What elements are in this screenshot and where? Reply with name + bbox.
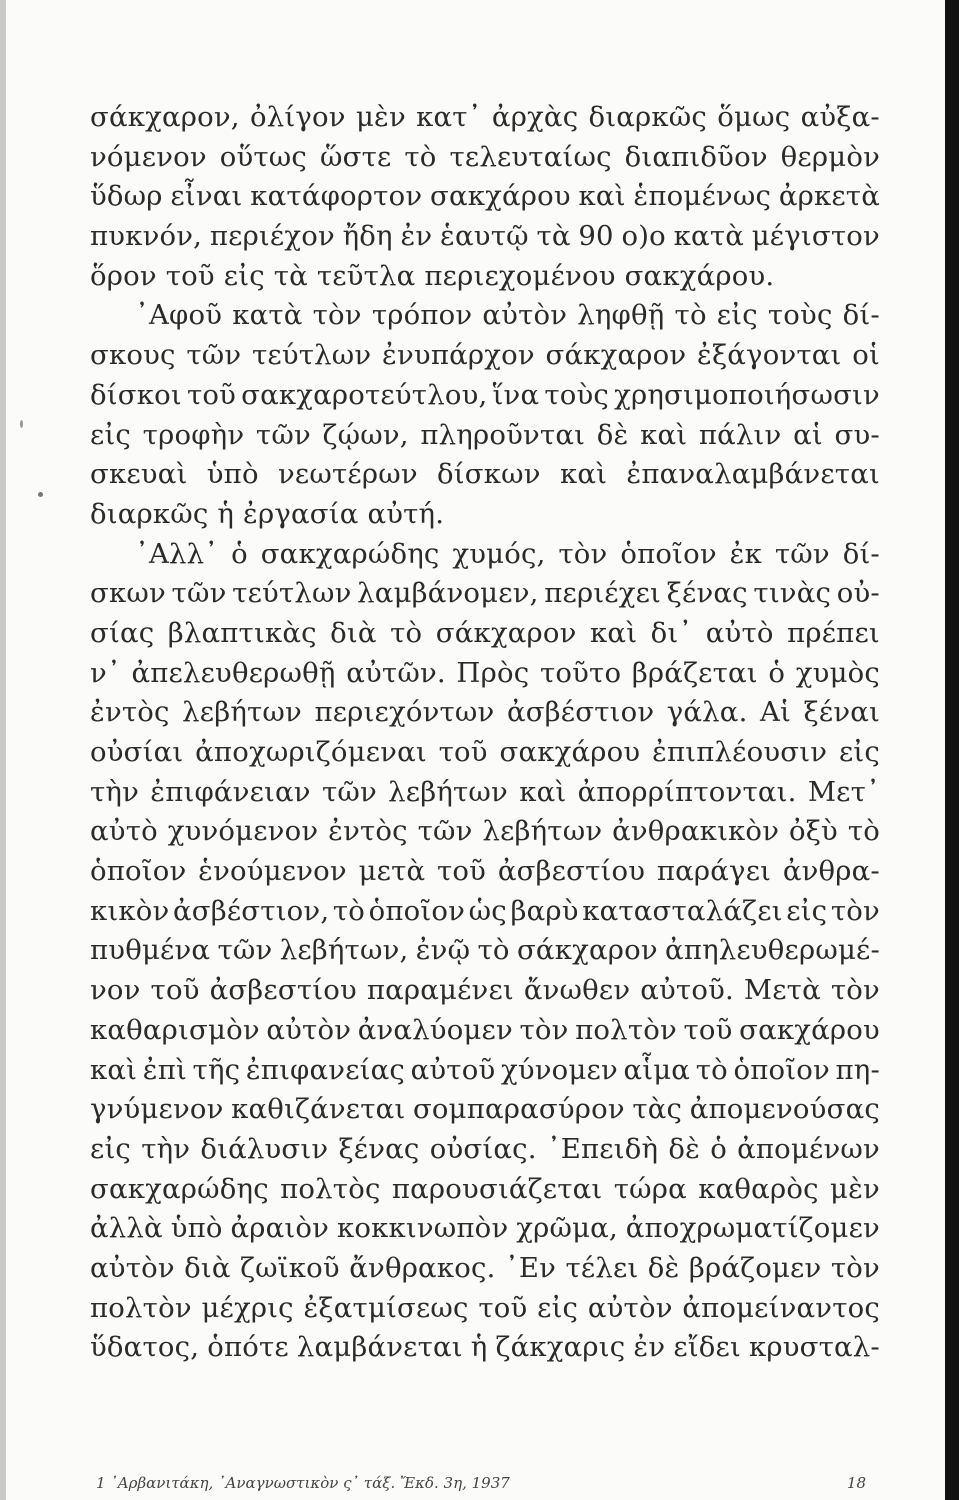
text-line: οὐσίαι ἀποχωριζόμεναι τοῦ σακχάρου ἐπιπλέουσιν εἰς: [90, 736, 880, 768]
text-line: σάκχαρον, ὀλίγον μὲν κατ᾽ ἀρχὰς διαρκῶς ὅμως αὐξα-: [90, 101, 880, 133]
page-number: 18: [846, 1474, 866, 1492]
text-line: δίσκοι τοῦ σακχαροτεύτλου, ἵνα τοὺς χρησιμοποιήσωσιν: [90, 378, 880, 411]
text-line: νόμενον οὕτως ὥστε τὸ τελευταίως διαπιδῦον θερμὸν: [90, 140, 880, 173]
text-line: ᾿Αλλ᾽ ὁ σακχαρώδης χυμός, τὸν ὁποῖον ἐκ τῶν δί-: [135, 537, 880, 570]
text-line: διαρκῶς ἡ ἐργασία αὐτή.: [90, 497, 445, 530]
body-text: [90, 98, 880, 1368]
page-edge-right: [945, 0, 959, 1500]
text-line: γνύμενον καθιζάνεται σομπαρασύρον τὰς ἀπομενούσας: [90, 1093, 880, 1126]
paper-speck: [20, 420, 23, 428]
text-line: αὐτὸ χυνόμενον ἐντὸς τῶν λεβήτων ἀνθρακικὸν ὀξὺ τὸ: [90, 815, 880, 848]
text-line: τὴν ἐπιφάνειαν τῶν λεβήτων καὶ ἀπορρίπτονται. Μετ᾽: [90, 775, 880, 808]
text-line: εἰς τὴν διάλυσιν ξένας οὐσίας. ᾿Επειδὴ δὲ ὁ ἀπομένων: [90, 1132, 880, 1165]
text-line: ὕδατος, ὁπότε λαμβάνεται ἡ ζάκχαρις ἐν εἴδει κρυσταλ-: [90, 1331, 880, 1364]
text-line: σίας βλαπτικὰς διὰ τὸ σάκχαρον καὶ δι᾽ αὐτὸ πρέπει: [90, 616, 880, 649]
text-line: εἰς τροφὴν τῶν ζῴων, πληροῦνται δὲ καὶ πάλιν αἱ συ-: [90, 418, 880, 451]
text-line: σκων τῶν τεύτλων λαμβάνομεν, περιέχει ξένας τινὰς οὐ-: [90, 577, 880, 610]
page-footer: [96, 1474, 866, 1492]
text-line: πυθμένα τῶν λεβήτων, ἐνῷ τὸ σάκχαρον ἀπηλευθερωμέ-: [90, 934, 880, 967]
text-line: σκους τῶν τεύτλων ἐνυπάρχον σάκχαρον ἐξάγονται οἱ: [90, 339, 880, 372]
text-line: πολτὸν μέχρις ἐξατμίσεως τοῦ εἰς αὐτὸν ἀπομείναντος: [90, 1291, 880, 1324]
text-line: πυκνόν, περιέχον ἤδη ἐν ἑαυτῷ τὰ 90 ο)ο κατὰ μέγιστον: [90, 220, 880, 253]
text-line: ἀλλὰ ὑπὸ ἀραιὸν κοκκινωπὸν χρῶμα, ἀποχρωματίζομεν: [90, 1212, 880, 1245]
text-line: σκευαὶ ὑπὸ νεωτέρων δίσκων καὶ ἐπαναλαμβάνεται: [90, 458, 880, 491]
text-line: σακχαρώδης πολτὸς παρουσιάζεται τώρα καθαρὸς μὲν: [90, 1172, 880, 1205]
text-line: ἐντὸς λεβήτων περιεχόντων ἀσβέστιον γάλα. Αἱ ξέναι: [90, 696, 880, 729]
text-line: νον τοῦ ἀσβεστίου παραμένει ἄνωθεν αὐτοῦ. Μετὰ τὸν: [90, 974, 880, 1007]
text-line: ᾿Αφοῦ κατὰ τὸν τρόπον αὐτὸν ληφθῇ τὸ εἰς τοὺς δί-: [135, 299, 880, 332]
text-line: καθαρισμὸν αὐτὸν ἀναλύομεν τὸν πολτὸν τοῦ σακχάρου: [90, 1013, 880, 1046]
text-line: ὕδωρ εἶναι κατάφορτον σακχάρου καὶ ἑπομένως ἀρκετὰ: [90, 180, 880, 213]
text-line: αὐτὸν διὰ ζωϊκοῦ ἄνθρακος. ᾿Εν τέλει δὲ βράζομεν τὸν: [90, 1251, 880, 1284]
text-line: ὁποῖον ἑνούμενον μετὰ τοῦ ἀσβεστίου παράγει ἀνθρα-: [90, 855, 880, 888]
footer-citation: 1 ᾿Αρβανιτάκη, ᾿Αναγνωστικὸν ς᾽ τάξ. Ἔκδ. 3η, 1937: [96, 1474, 510, 1492]
text-line: ὅρον τοῦ εἰς τὰ τεῦτλα περιεχομένου σακχάρου.: [90, 259, 775, 292]
text-line: ν᾽ ἀπελευθερωθῇ αὐτῶν. Πρὸς τοῦτο βράζεται ὁ χυμὸς: [90, 656, 880, 689]
page-edge-left: [0, 0, 6, 1500]
text-line: κικὸν ἀσβέστιον, τὸ ὁποῖον ὡς βαρὺ κατασταλάζει εἰς τὸν: [90, 894, 880, 927]
text-line: καὶ ἐπὶ τῆς ἐπιφανείας αὐτοῦ χύνομεν αἷμα τὸ ὁποῖον πη-: [90, 1053, 880, 1086]
paper-speck: [38, 492, 43, 497]
